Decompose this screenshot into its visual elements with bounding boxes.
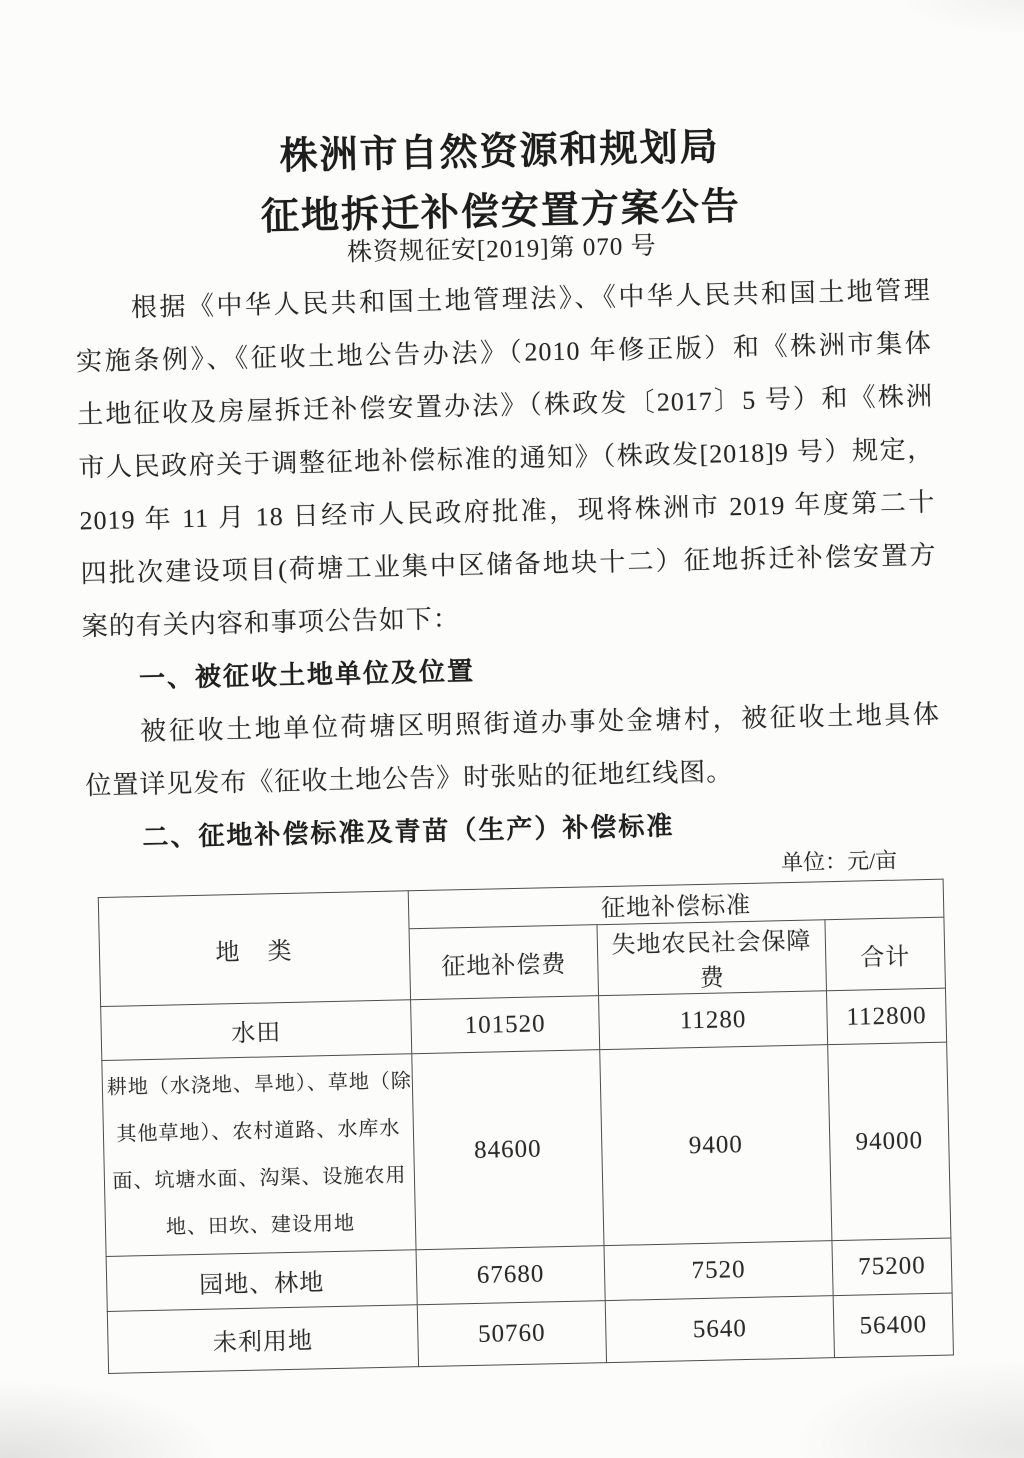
land-type-line: 耕地（水浇地、旱地）、草地（除 [106, 1069, 413, 1099]
intro-paragraph [74, 264, 938, 654]
cell-total: 112800 [826, 988, 946, 1045]
land-type-line: 面、坑塘水面、沟渠、设施农用 [112, 1163, 407, 1193]
cell-compensation: 84600 [412, 1050, 604, 1250]
intro-line: 市人民政府关于调整征地补偿标准的通知》（株政发[2018]9 号）规定， [78, 434, 935, 483]
intro-line: 根据《中华人民共和国土地管理法》、《中华人民共和国土地管理 [130, 275, 932, 323]
cell-social-security: 5640 [605, 1296, 834, 1363]
cell-total: 75200 [832, 1238, 952, 1296]
header-cell-group: 征地补偿标准 [408, 879, 944, 929]
cell-land-type: 水田 [101, 1000, 412, 1061]
intro-line: 实施条例》、《征收土地公告办法》（2010 年修正版）和《株洲市集体 [75, 328, 933, 377]
intro-line: 2019 年 11 月 18 日经市人民政府批准，现将株洲市 2019 年度第二十 [79, 487, 936, 536]
unit-label: 单位：元/亩 [780, 847, 898, 876]
compensation-table [98, 879, 954, 1374]
table-row [102, 1042, 951, 1256]
intro-line: 四批次建设项目(荷塘工业集中区储备地块十二）征地拆迁补偿安置方 [80, 540, 937, 589]
header-cell-total: 合计 [825, 917, 946, 991]
header-cell-social-security: 失地农民社会保障费 [597, 920, 826, 996]
cell-land-type [102, 1054, 416, 1257]
land-type-line: 地、田坎、建设用地 [165, 1212, 356, 1239]
page-title-line1: 株洲市自然资源和规划局 [279, 126, 721, 178]
page-title-line2: 征地拆迁补偿安置方案公告 [260, 185, 742, 239]
header-cell-compensation: 征地补偿费 [409, 925, 599, 1000]
section1-line: 位置详见发布《征收土地公告》时张贴的征地红线图。 [85, 757, 734, 801]
cell-social-security: 7520 [604, 1241, 833, 1301]
header-cell-land-type: 地 类 [98, 891, 410, 1007]
cell-compensation: 67680 [416, 1246, 605, 1305]
cell-social-security: 9400 [600, 1045, 832, 1246]
cell-land-type: 园地、林地 [106, 1250, 417, 1312]
cell-land-type: 未利用地 [107, 1305, 418, 1374]
cell-compensation: 101520 [411, 996, 600, 1054]
intro-line: 案的有关内容和事项公告如下： [81, 604, 461, 642]
section2-heading: 二、征地补偿标准及青苗（生产）补偿标准 [142, 811, 675, 853]
intro-line: 土地征收及房屋拆迁补偿安置办法》（株政发〔2017〕5 号）和《株洲 [76, 381, 934, 430]
section1-heading: 一、被征收土地单位及位置 [138, 656, 476, 694]
doc-number: 株资规征安[2019]第 070 号 [346, 232, 657, 267]
section1-line: 被征收土地单位荷塘区明照街道办事处金塘村，被征收土地具体 [139, 699, 941, 747]
cell-compensation: 50760 [417, 1301, 606, 1367]
land-type-line: 其他草地）、农村道路、水库水 [116, 1117, 401, 1146]
cell-total: 94000 [828, 1042, 951, 1241]
cell-total: 56400 [833, 1293, 953, 1358]
page-content [68, 0, 954, 1374]
cell-social-security: 11280 [599, 991, 828, 1050]
